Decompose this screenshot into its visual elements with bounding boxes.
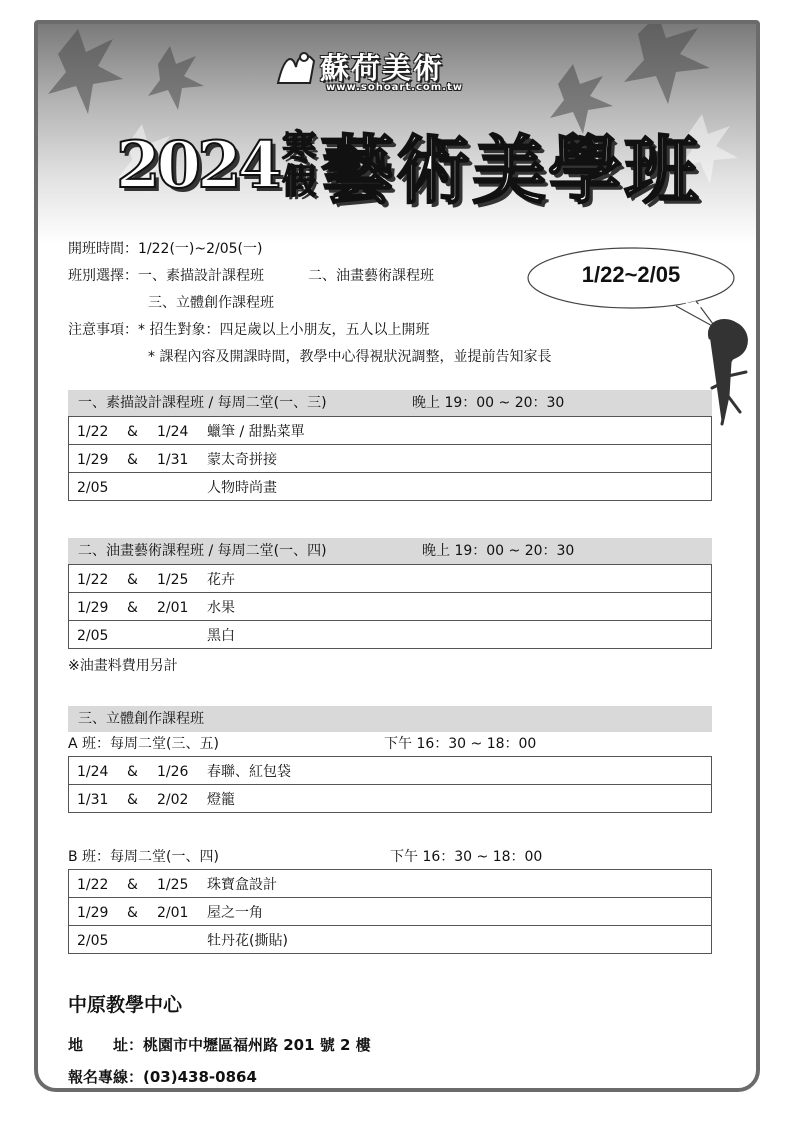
table-row: 1/22 & 1/24 蠟筆 / 甜點菜單 [69, 417, 712, 445]
table-row: 1/22 & 1/25 珠寶盒設計 [69, 870, 712, 898]
section-oil-time: 晚上 19：00 ~ 20：30 [422, 543, 575, 559]
flyer-frame [34, 20, 760, 1092]
table-row: 1/31 & 2/02 燈籠 [69, 785, 712, 813]
title-season-1: 寒 [282, 128, 317, 168]
address-label: 地 址： [68, 1036, 144, 1054]
period-value: 1/22(一)~2/05(一) [138, 241, 263, 257]
bubble-text: 1/22~2/05 [581, 262, 681, 287]
notes-row [68, 317, 551, 344]
table-row: 2/05 人物時尚畫 [69, 473, 712, 501]
title-year: 2024 [116, 127, 279, 203]
section-3d-header [68, 706, 712, 732]
table-row: 1/29 & 2/01 屋之一角 [69, 898, 712, 926]
title-main: 藝術美學班 [320, 128, 701, 214]
class-a-label: A 班：每周二堂(三、五) [68, 736, 219, 752]
class-b-time: 下午 16：30 ~ 18：00 [390, 849, 543, 865]
center-name: 中原教學中心 [68, 994, 183, 1016]
page-title [116, 112, 700, 218]
table-row: 1/24 & 1/26 春聯、紅包袋 [69, 757, 712, 785]
period-row [68, 236, 551, 263]
section-sketch-title: 一、素描設計課程班 / 每周二堂(一、三) [78, 395, 327, 411]
notes-label: 注意事項： [68, 322, 138, 338]
date-bubble [526, 246, 736, 314]
info-block [68, 236, 551, 371]
table-row: 2/05 黑白 [69, 621, 712, 649]
brand-url: www.sohoart.com.tw [326, 82, 463, 93]
class-option-1: 一、素描設計課程班 [138, 268, 264, 284]
note-2: * 課程內容及開課時間，教學中心得視狀況調整，並提前告知家長 [148, 349, 552, 365]
class-b-table [68, 869, 712, 954]
section-3d [68, 706, 712, 954]
section-oil [68, 538, 712, 675]
table-row: 2/05 牡丹花(撕貼) [69, 926, 712, 954]
title-season [282, 128, 317, 202]
class-b-header [68, 845, 712, 869]
brand-logo [274, 46, 444, 87]
section-oil-header [68, 538, 712, 564]
table-row: 1/29 & 1/31 蒙太奇拼接 [69, 445, 712, 473]
class-row-2 [68, 290, 551, 317]
section-3d-title: 三、立體創作課程班 [78, 711, 204, 727]
note-1: * 招生對象：四足歲以上小朋友，五人以上開班 [138, 322, 430, 338]
notes-row-2 [68, 344, 551, 371]
table-row: 1/22 & 1/25 花卉 [69, 565, 712, 593]
brand-name: 蘇荷美術 [320, 51, 445, 85]
section-oil-table [68, 564, 712, 649]
class-a-time: 下午 16：30 ~ 18：00 [384, 736, 537, 752]
class-b-label: B 班：每周二堂(一、四) [68, 849, 219, 865]
period-label: 開班時間： [68, 241, 138, 257]
address-row [68, 1029, 371, 1061]
class-row [68, 263, 551, 290]
address-value: 桃園市中壢區福州路 201 號 2 樓 [143, 1036, 371, 1054]
phone-value: (03)438-0864 [143, 1068, 257, 1086]
table-row: 1/29 & 2/01 水果 [69, 593, 712, 621]
phone-label: 報名專線： [68, 1068, 144, 1086]
contact-footer [68, 990, 371, 1092]
section-oil-title: 二、油畫藝術課程班 / 每周二堂(一、四) [78, 543, 327, 559]
class-option-3: 三、立體創作課程班 [148, 295, 274, 311]
phone-row [68, 1061, 371, 1092]
class-option-2: 二、油畫藝術課程班 [308, 268, 434, 284]
section-sketch-time: 晚上 19：00 ~ 20：30 [412, 395, 565, 411]
section-sketch [68, 390, 712, 501]
section-sketch-header [68, 390, 712, 416]
title-season-2: 假 [282, 162, 317, 202]
class-a-header [68, 732, 712, 756]
oil-fee-note: ※油畫料費用另計 [68, 658, 178, 674]
section-sketch-table [68, 416, 712, 501]
class-a-table [68, 756, 712, 813]
class-label: 班別選擇： [68, 268, 138, 284]
soho-logo-icon [274, 47, 320, 87]
